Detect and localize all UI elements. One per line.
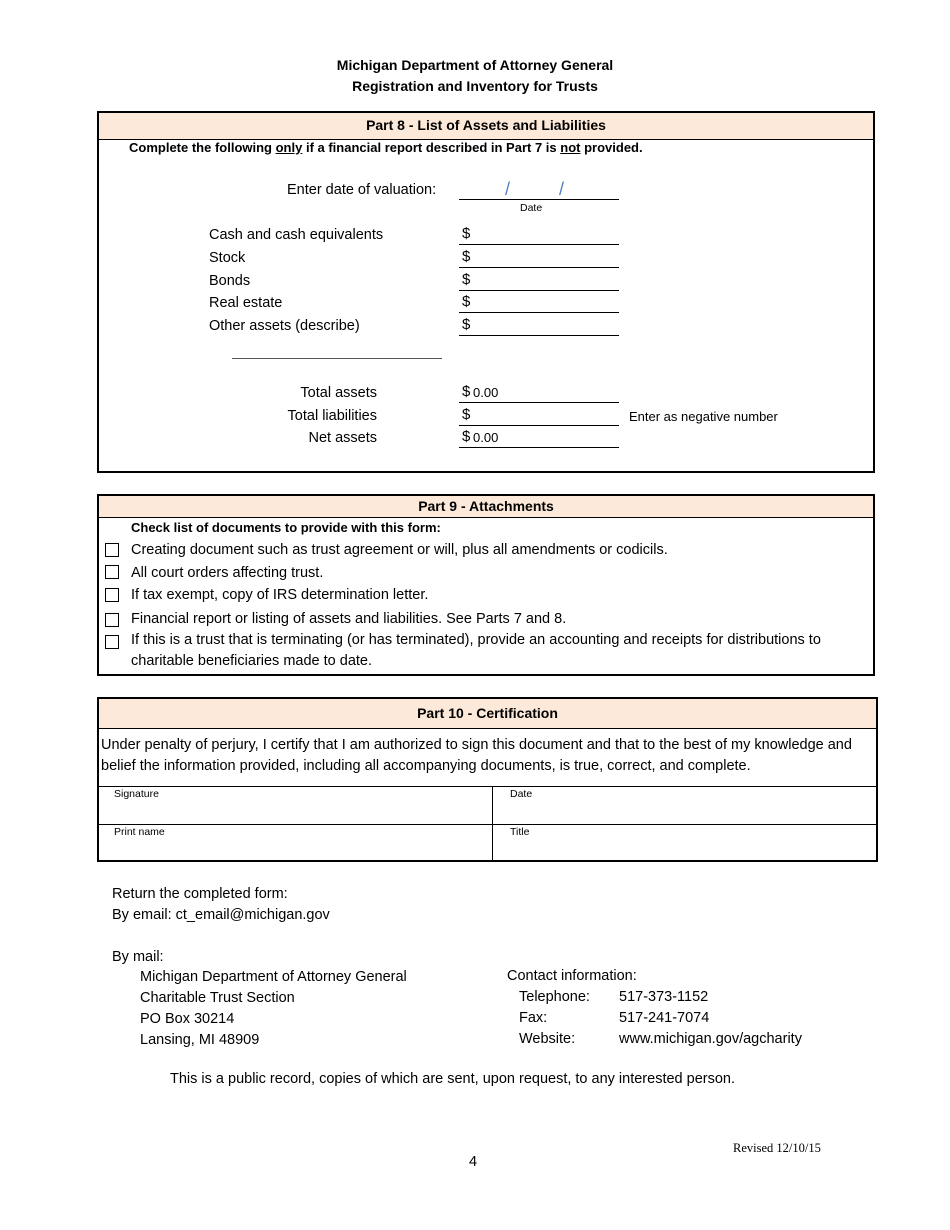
- attachment-item-financial-report: Financial report or listing of assets and liabilities. See Parts 7 and 8.: [131, 611, 567, 627]
- contact-label-telephone: Telephone:: [519, 989, 590, 1005]
- contact-value-website: www.michigan.gov/agcharity: [619, 1031, 802, 1047]
- part8-instruction: [129, 140, 643, 155]
- page-number: 4: [469, 1154, 478, 1170]
- revision-date: Revised 12/10/15: [733, 1141, 821, 1155]
- attachment-item-terminating-trust-cont: charitable beneficiaries made to date.: [131, 653, 373, 669]
- print-name-label: Print name: [114, 826, 165, 838]
- asset-input-stock[interactable]: [459, 248, 619, 268]
- attachment-checkbox-terminating-trust[interactable]: [105, 635, 119, 649]
- attachment-checkbox-creating-document[interactable]: [105, 543, 119, 557]
- instruction-text: provided.: [580, 140, 643, 155]
- part9-title: Part 9 - Attachments: [99, 496, 873, 518]
- attachment-item-irs-letter: If tax exempt, copy of IRS determination letter.: [131, 587, 429, 603]
- asset-label-stock: Stock: [209, 250, 246, 266]
- field-underline: [459, 312, 619, 313]
- attachment-item-creating-document: Creating document such as trust agreement or will, plus all amendments or codicils.: [131, 542, 668, 558]
- asset-input-bonds[interactable]: [459, 271, 619, 291]
- address-line: Lansing, MI 48909: [140, 1032, 260, 1048]
- certification-statement-line2: belief the information provided, including all accompanying documents, is true, correct, and complete.: [101, 758, 751, 774]
- title-field[interactable]: [494, 826, 876, 861]
- currency-symbol: $: [462, 271, 471, 288]
- contact-value-fax: 517-241-7074: [619, 1010, 710, 1026]
- attachment-item-terminating-trust: If this is a trust that is terminating (or has terminated), provide an accounting and receipts for distributions to: [131, 632, 821, 648]
- contact-heading: Contact information:: [507, 968, 637, 984]
- valuation-date-underline: [459, 199, 619, 200]
- currency-symbol: $: [462, 428, 471, 445]
- contact-value-telephone: 517-373-1152: [619, 989, 709, 1005]
- date-separator: /: [505, 179, 511, 199]
- attachment-checkbox-financial-report[interactable]: [105, 613, 119, 627]
- contact-label-website: Website:: [519, 1031, 576, 1047]
- net-assets-label: Net assets: [308, 430, 377, 446]
- field-underline: [459, 402, 619, 403]
- total-assets-amount: 0.00: [473, 385, 499, 400]
- address-line: Charitable Trust Section: [140, 990, 295, 1006]
- instruction-text: Complete the following: [129, 140, 276, 155]
- asset-label-cash: Cash and cash equivalents: [209, 227, 384, 243]
- attachment-item-court-orders: All court orders affecting trust.: [131, 565, 324, 581]
- print-name-field[interactable]: [99, 826, 492, 861]
- divider: [97, 786, 878, 787]
- currency-symbol: $: [462, 248, 471, 265]
- address-line: PO Box 30214: [140, 1011, 235, 1027]
- title-label: Title: [510, 826, 530, 838]
- net-assets-amount: 0.00: [473, 430, 499, 445]
- form-title: Registration and Inventory for Trusts: [352, 78, 598, 94]
- instruction-text: if a financial report described in Part 7 is: [302, 140, 561, 155]
- field-underline: [459, 447, 619, 448]
- contact-label-fax: Fax:: [519, 1010, 548, 1026]
- address-line: Michigan Department of Attorney General: [140, 969, 407, 985]
- other-assets-description-input[interactable]: [232, 342, 442, 359]
- attachment-checkbox-court-orders[interactable]: [105, 565, 119, 579]
- field-underline: [459, 267, 619, 268]
- valuation-date-label: Enter date of valuation:: [287, 182, 437, 198]
- instruction-emphasis-only: only: [275, 140, 303, 155]
- part10-title: Part 10 - Certification: [99, 699, 876, 729]
- valuation-date-field[interactable]: [459, 180, 619, 200]
- part8-title: Part 8 - List of Assets and Liabilities: [99, 113, 873, 140]
- field-underline: [459, 244, 619, 245]
- asset-input-cash[interactable]: [459, 225, 619, 245]
- date-separator: /: [559, 179, 565, 199]
- asset-label-real-estate: Real estate: [209, 295, 283, 311]
- date-caption: Date: [520, 202, 543, 214]
- currency-symbol: $: [462, 383, 471, 400]
- certification-statement-line1: Under penalty of perjury, I certify that I am authorized to sign this document and that to the best of my knowledge and: [101, 737, 852, 753]
- total-assets-value: [459, 383, 619, 403]
- mail-heading: By mail:: [112, 949, 164, 965]
- currency-symbol: $: [462, 406, 471, 423]
- liabilities-note: Enter as negative number: [629, 409, 778, 424]
- total-assets-label: Total assets: [300, 385, 377, 401]
- total-liabilities-label: Total liabilities: [287, 408, 377, 424]
- instruction-emphasis-not: not: [560, 140, 581, 155]
- divider: [492, 786, 493, 862]
- field-underline: [459, 425, 619, 426]
- attachments-heading: Check list of documents to provide with this form:: [131, 520, 441, 535]
- date-field[interactable]: [494, 788, 876, 824]
- field-underline: [459, 335, 619, 336]
- net-assets-value: [459, 428, 619, 448]
- asset-input-real-estate[interactable]: [459, 293, 619, 313]
- asset-input-other[interactable]: [459, 316, 619, 336]
- email-instruction: By email: ct_email@michigan.gov: [112, 907, 330, 923]
- currency-symbol: $: [462, 316, 471, 333]
- form-agency-title: Michigan Department of Attorney General: [336, 57, 614, 73]
- total-liabilities-input[interactable]: [459, 406, 619, 426]
- currency-symbol: $: [462, 225, 471, 242]
- public-record-notice: This is a public record, copies of which are sent, upon request, to any interested person.: [170, 1071, 736, 1087]
- attachment-checkbox-irs-letter[interactable]: [105, 588, 119, 602]
- signature-field[interactable]: [99, 788, 492, 824]
- signature-label: Signature: [114, 788, 159, 800]
- return-instruction: Return the completed form:: [112, 886, 288, 902]
- asset-label-bonds: Bonds: [209, 273, 251, 289]
- currency-symbol: $: [462, 293, 471, 310]
- divider: [97, 824, 878, 825]
- asset-label-other: Other assets (describe): [209, 318, 360, 334]
- field-underline: [459, 290, 619, 291]
- date-label: Date: [510, 788, 533, 800]
